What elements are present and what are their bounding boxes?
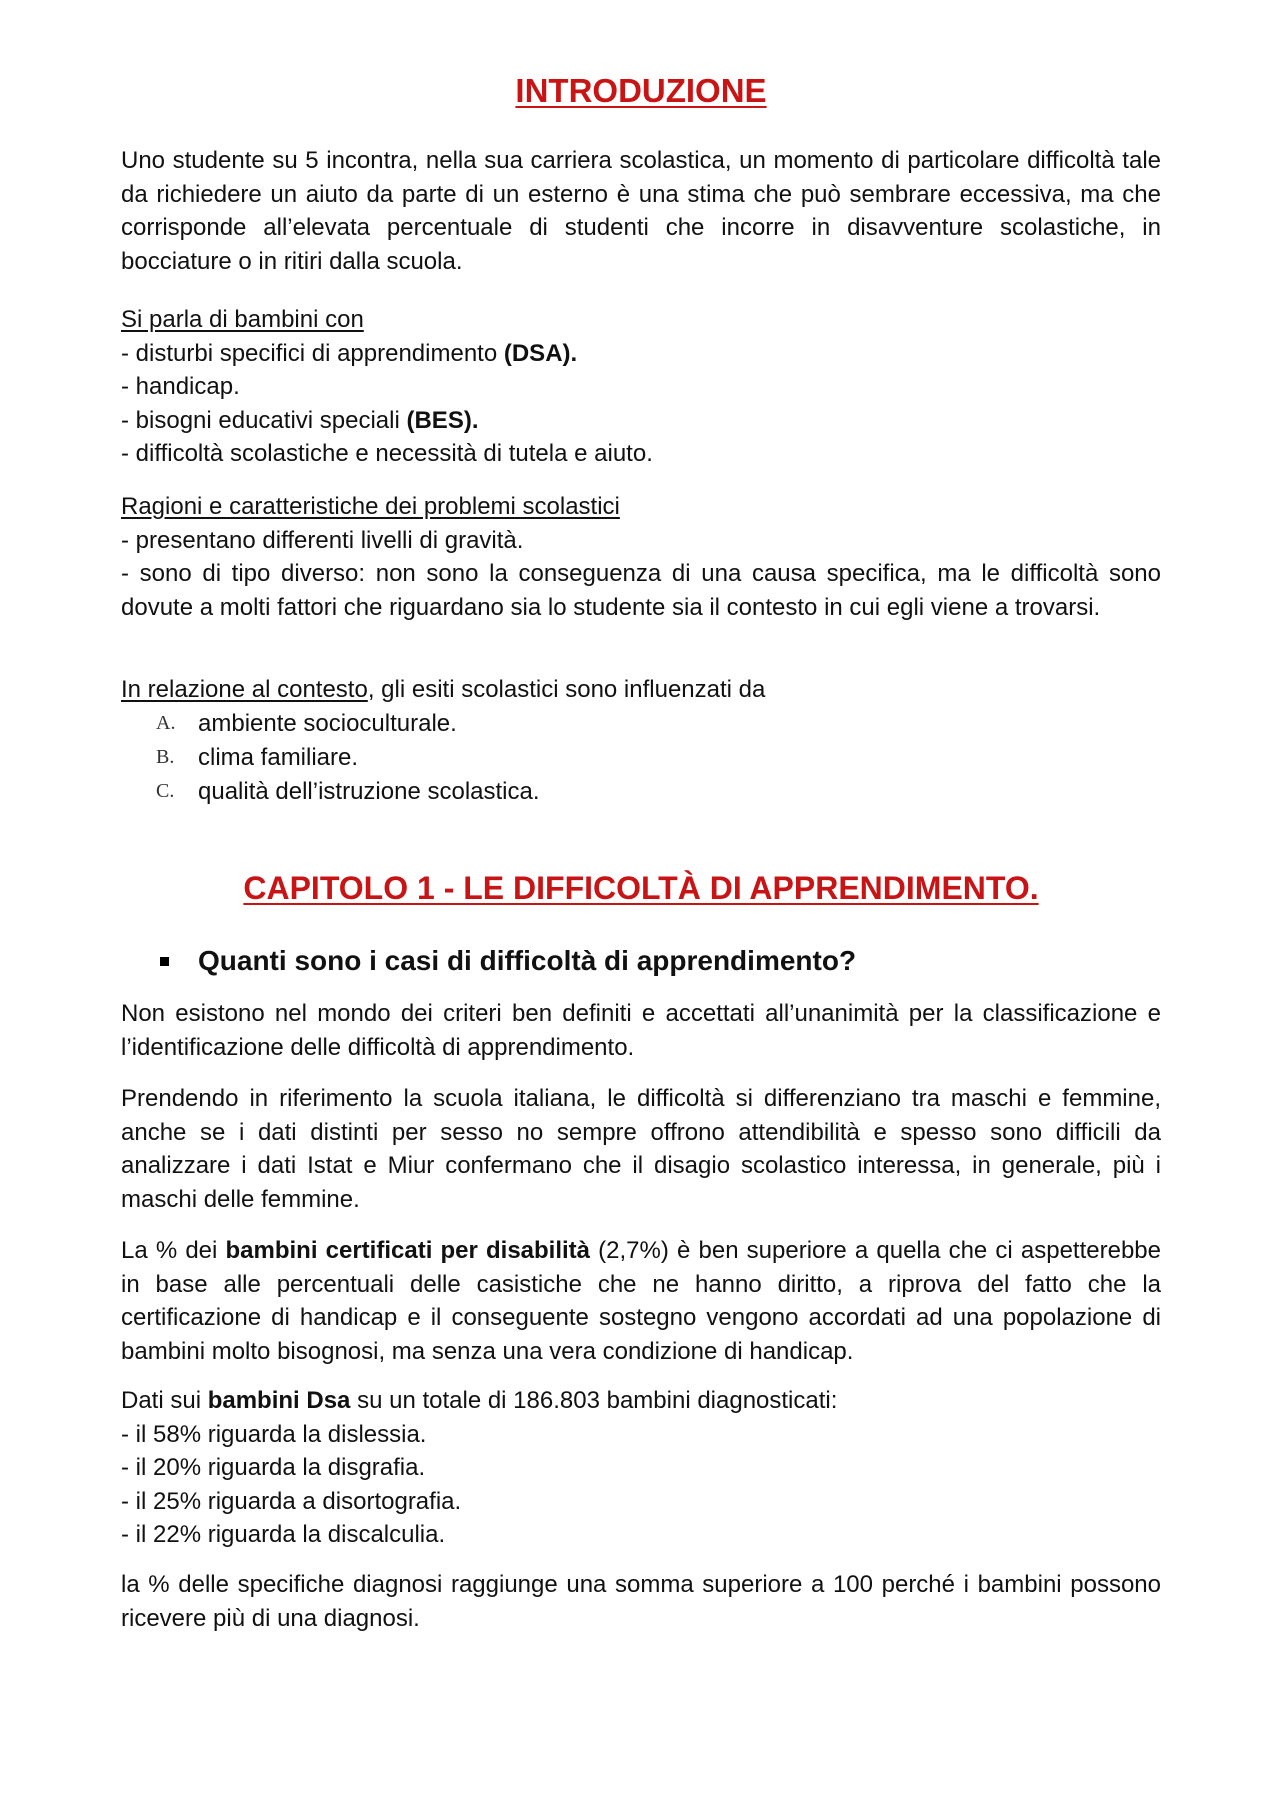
intro-title: INTRODUZIONE <box>515 72 767 109</box>
intro-section <box>121 74 1161 108</box>
chapter-section <box>121 872 1161 906</box>
contesto-item-b <box>121 741 1161 775</box>
chapter-p2-block <box>121 1082 1161 1216</box>
list-marker: C. <box>156 779 175 802</box>
contesto-section <box>121 673 1161 809</box>
bambini-item-difficolta: - difficoltà scolastiche e necessità di tutela e aiuto. <box>121 440 653 467</box>
list-item-text: qualità dell’istruzione scolastica. <box>198 777 540 805</box>
dsa-section <box>121 1384 1161 1552</box>
bambini-item-dsa: - disturbi specifici di apprendimento (DSA). <box>121 339 578 367</box>
list-item-text: ambiente socioculturale. <box>198 709 457 737</box>
list-marker: B. <box>156 745 175 768</box>
dsa-item-discalculia: - il 22% riguarda la discalculia. <box>121 1521 446 1548</box>
bambini-item-bes: - bisogni educativi speciali (BES). <box>121 406 479 434</box>
bambini-heading: Si parla di bambini con <box>121 306 364 333</box>
dsa-item-dislessia: - il 58% riguarda la dislessia. <box>121 1420 427 1448</box>
chapter-paragraph-2: Prendendo in riferimento la scuola italiana, le difficoltà si differenziano tra maschi e femmine, anche se i dati distinti per sesso no sempre offrono attendibilità e spesso sono difficili da analizzare i dati Istat e Miur confermano che il disagio scolastico interessa, in generale, più i maschi delle femmine. <box>121 1085 1161 1213</box>
bambini-section <box>121 303 1161 471</box>
square-bullet-icon <box>160 957 169 966</box>
question-heading: Quanti sono i casi di difficoltà di apprendimento? <box>121 941 1161 981</box>
contesto-heading: In relazione al contesto, gli esiti scolastici sono influenzati da <box>121 676 766 703</box>
chapter-paragraph-1: Non esistono nel mondo dei criteri ben definiti e accettati all’unanimità per la classificazione e l’identificazione delle difficoltà di apprendimento. <box>121 1000 1161 1061</box>
ragioni-heading: Ragioni e caratteristiche dei problemi scolastici <box>121 493 620 520</box>
ragioni-item-tipo: - sono di tipo diverso: non sono la conseguenza di una causa specifica, ma le difficoltà sono dovute a molti fattori che riguardano sia lo studente sia il contesto in cui egli viene a trovarsi. <box>121 560 1161 621</box>
chapter-paragraph-3: La % dei bambini certificati per disabilità (2,7%) è ben superiore a quella che ci aspetterebbe in base alle percentuali delle casistiche che ne hanno diritto, a riprova del fatto che la certificazione di handicap e il conseguente sostegno vengono accordati ad una popolazione di bambini molto bisognosi, ma senza una vera condizione di handicap. <box>121 1237 1161 1365</box>
contesto-item-a <box>121 707 1161 741</box>
chapter-note: la % delle specifiche diagnosi raggiunge una somma superiore a 100 perché i bambini possono ricevere più di una diagnosi. <box>121 1571 1161 1632</box>
note-block <box>121 1568 1161 1635</box>
dsa-item-disortografia: - il 25% riguarda a disortografia. <box>121 1487 462 1515</box>
ragioni-item-gravita: - presentano differenti livelli di gravità. <box>121 526 524 554</box>
chapter-p3-block <box>121 1234 1161 1368</box>
chapter-p1-block <box>121 997 1161 1064</box>
intro-paragraph: Uno studente su 5 incontra, nella sua carriera scolastica, un momento di particolare difficoltà tale da richiedere un aiuto da parte di un esterno è una stima che può sembrare eccessiva, ma che corrisponde all’elevata percentuale di studenti che incorre in disavventure scolastiche, in bocciature o in ritiri dalla scuola. <box>121 147 1161 275</box>
ragioni-section <box>121 490 1161 624</box>
contesto-item-c <box>121 775 1161 809</box>
question-heading-block <box>121 941 1161 981</box>
dsa-heading: Dati sui bambini Dsa su un totale di 186.803 bambini diagnosticati: <box>121 1387 838 1414</box>
intro-paragraph-block <box>121 144 1161 278</box>
list-item-text: clima familiare. <box>198 743 359 771</box>
bambini-item-handicap: - handicap. <box>121 373 240 400</box>
list-marker: A. <box>156 711 176 734</box>
dsa-item-disgrafia: - il 20% riguarda la disgrafia. <box>121 1454 426 1481</box>
chapter-title: CAPITOLO 1 - LE DIFFICOLTÀ DI APPRENDIMENTO. <box>243 870 1039 906</box>
